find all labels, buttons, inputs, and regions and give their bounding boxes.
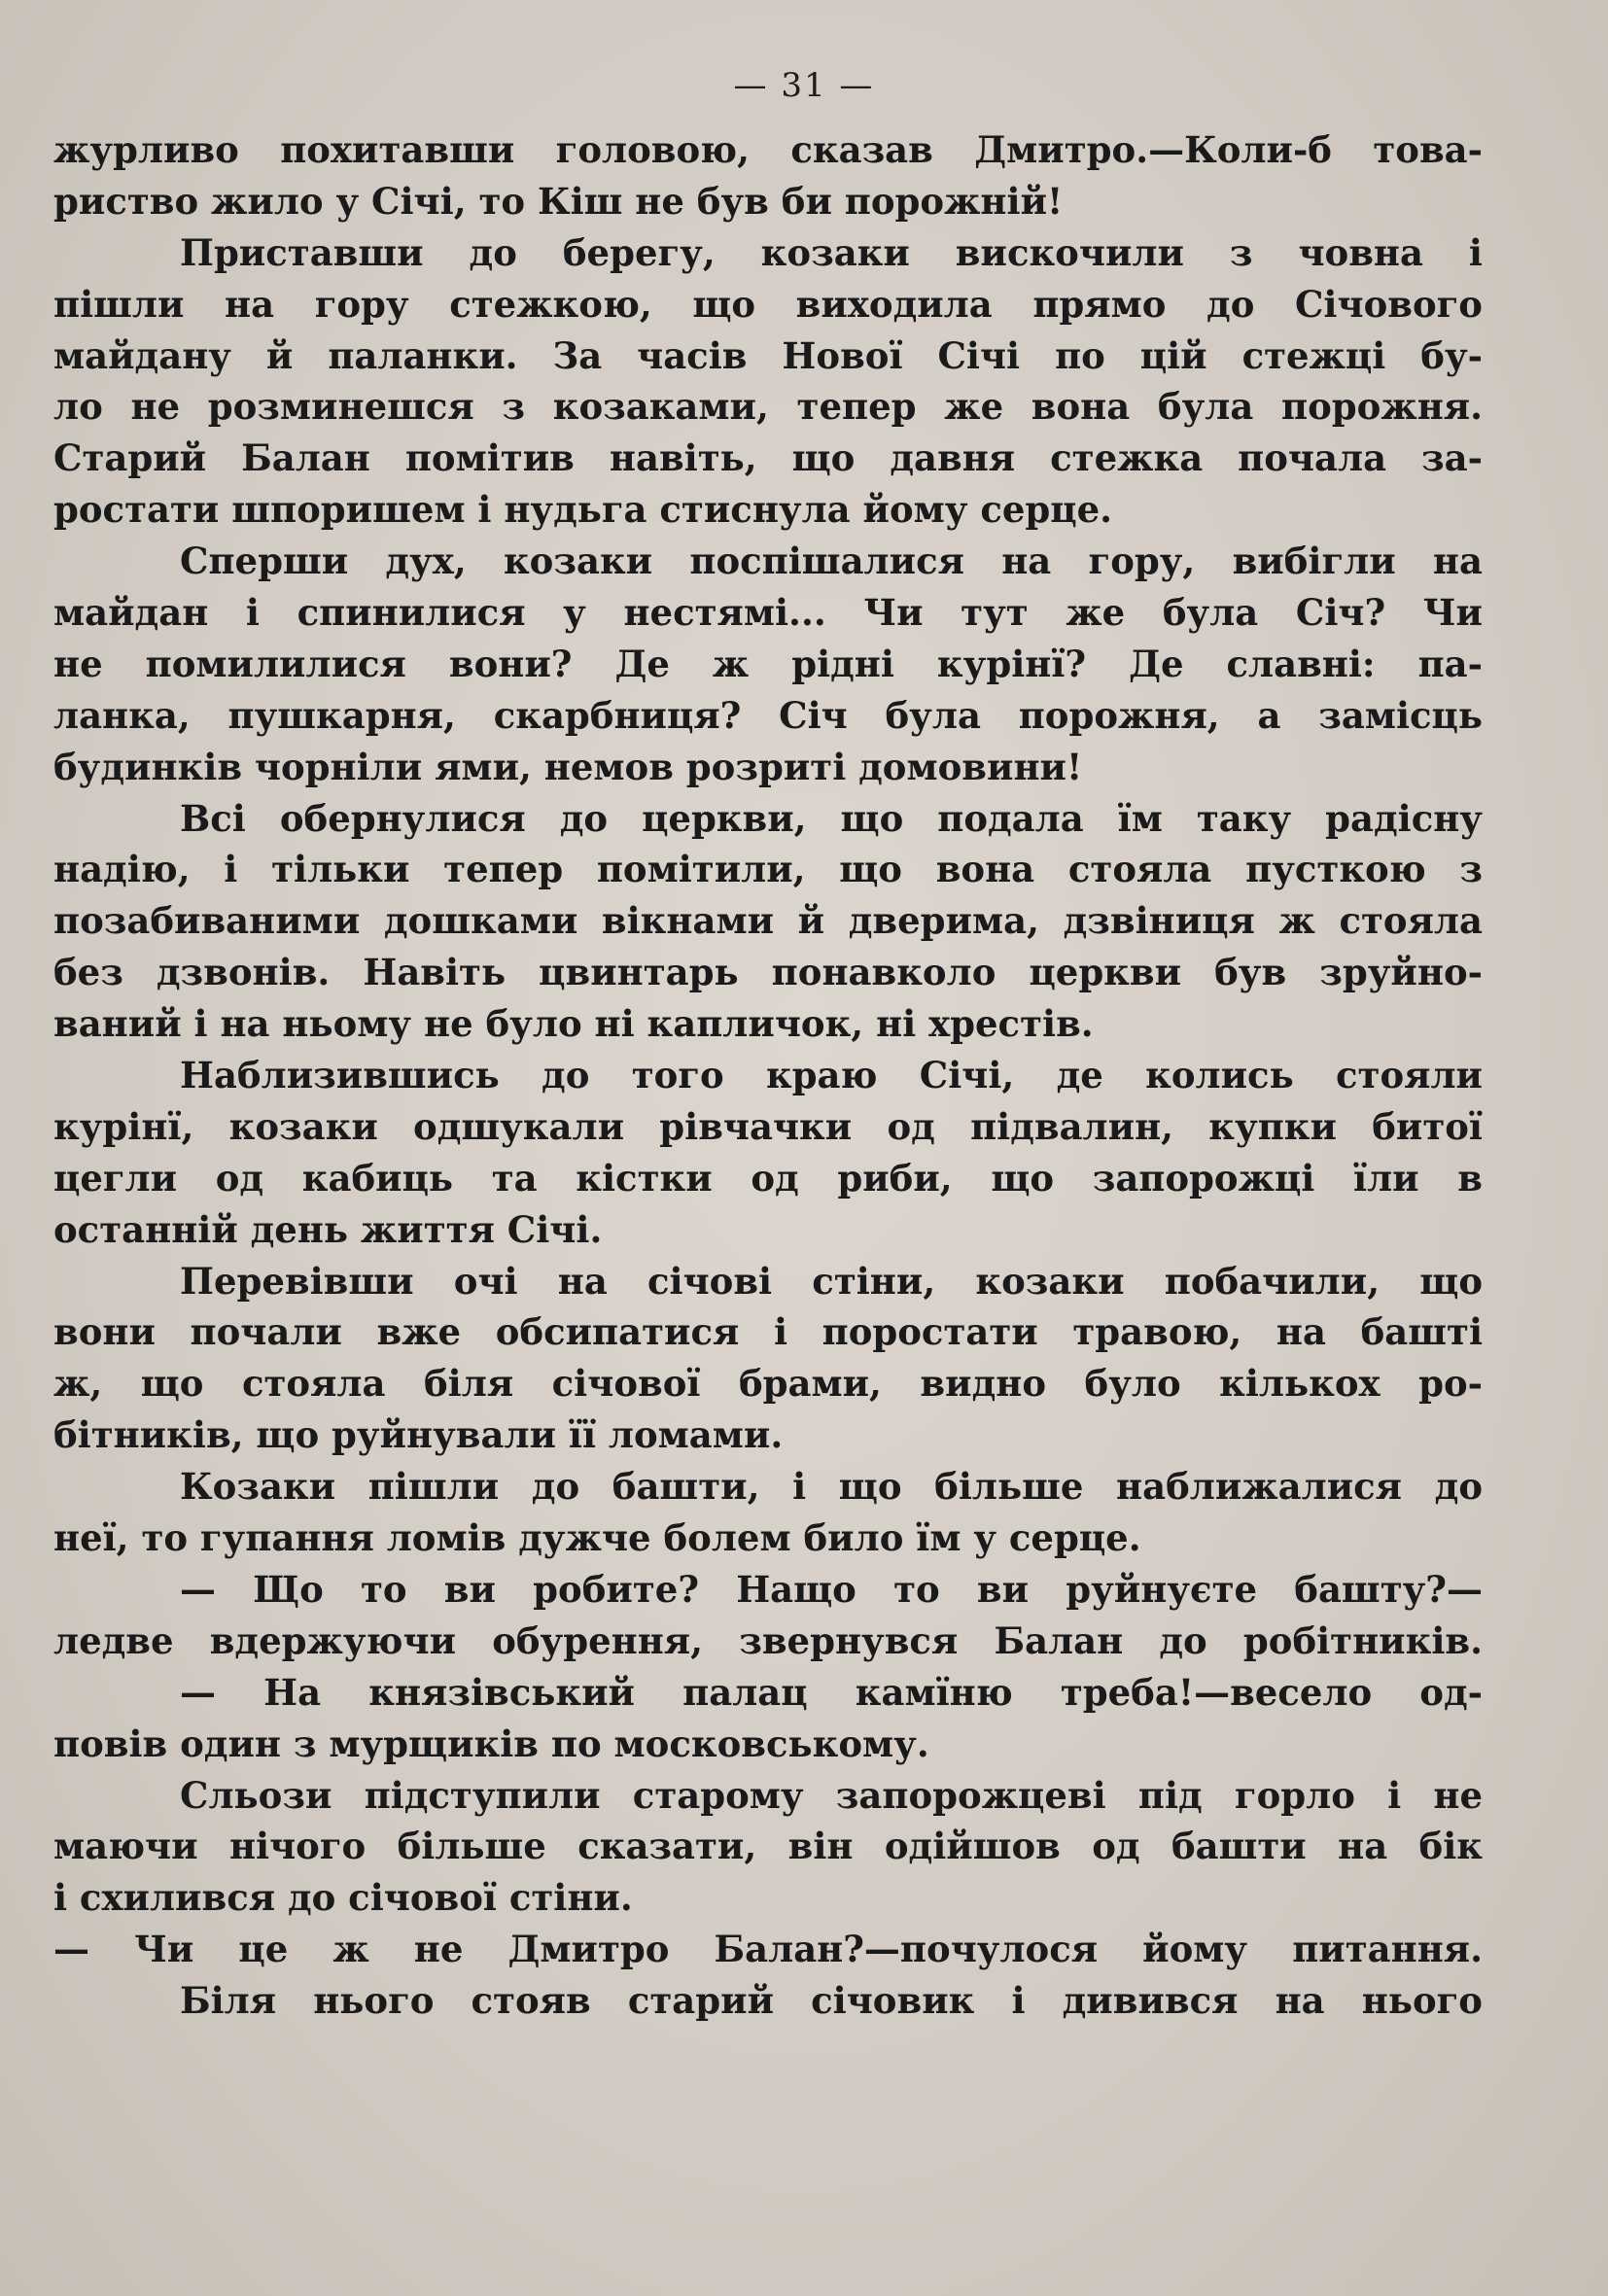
text-line: останній день життя Січі. xyxy=(53,1207,603,1251)
text-line: не помилилися вони? Де ж рідні курінї? Де славні: па- xyxy=(53,642,1483,685)
text-line: курінї, козаки одшукали рівчачки од підвалин, купки битої xyxy=(53,1104,1483,1148)
text-line: Сперши дух, козаки поспішалися на гору, вибігли на xyxy=(180,539,1483,583)
text-line: — На князівський палац камїню треба!—весело од- xyxy=(180,1670,1483,1714)
text-line: Сльози підступили старому запорожцеві під горло і не xyxy=(180,1773,1483,1817)
text-line: повів один з мурщиків по московському. xyxy=(53,1722,929,1765)
text-line: ж, що стояла біля січової брами, видно було кількох ро- xyxy=(53,1362,1483,1406)
text-line: надію, і тільки тепер помітили, що вона стояла пусткою з xyxy=(53,848,1483,891)
text-line: Всі обернулися до церкви, що подала їм таку радісну xyxy=(180,796,1483,840)
text-line: Приставши до берегу, козаки вискочили з човна і xyxy=(180,230,1483,274)
text-line: бітників, що руйнували її ломами. xyxy=(53,1413,784,1457)
text-line: — Що то ви робите? Нащо то ви руйнуєте башту?— xyxy=(180,1567,1483,1611)
body-text xyxy=(53,124,1483,2027)
text-line: пішли на гору стежкою, що виходила прямо до Січового xyxy=(53,282,1483,326)
text-line: ваний і на ньому не було ні капличок, ні хрестів. xyxy=(53,1002,1094,1046)
text-line: маючи нічого більше сказати, він одійшов од башти на бік xyxy=(53,1825,1483,1868)
text-line: ростати шпоришем і нудьга стиснула йому серце. xyxy=(53,488,1113,532)
text-line: ледве вдержуючи обурення, звернувся Балан до робітників. xyxy=(53,1618,1483,1662)
text-line: позабиваними дошками вікнами й дверима, дзвіниця ж стояла xyxy=(53,899,1483,943)
text-line: — Чи це ж не Дмитро Балан?—почулося йому питання. xyxy=(53,1928,1483,1971)
text-line: Біля нього стояв старий січовик і дивився на нього xyxy=(180,1979,1483,2023)
text-line: риство жило у Січі, то Кіш не був би порожній! xyxy=(53,179,1064,223)
text-line: без дзвонів. Навіть цвинтарь понавколо церкви був зруйно- xyxy=(53,951,1483,994)
text-line: неї, то гупання ломів дужче болем било їм у серце. xyxy=(53,1516,1141,1560)
text-line: і схилився до січової стіни. xyxy=(53,1876,633,1920)
text-line: майдан і спинилися у нестямі... Чи тут же була Січ? Чи xyxy=(53,591,1483,635)
text-line: Перевівши очі на січові стіни, козаки побачили, що xyxy=(180,1259,1483,1303)
text-line: вони почали вже обсипатися і поростати травою, на башті xyxy=(53,1310,1483,1354)
text-line: ло не розминешся з козаками, тепер же вона була порожня. xyxy=(53,385,1483,429)
text-line: цегли од кабиць та кістки од риби, що запорожці їли в xyxy=(53,1156,1483,1200)
text-line: майдану й паланки. За часів Нової Січі по цій стежці бу- xyxy=(53,333,1483,377)
text-line: Старий Балан помітив навіть, що давня стежка почала за- xyxy=(53,436,1483,480)
text-line: будинків чорніли ями, немов розриті домовини! xyxy=(53,745,1083,788)
page-number: — 31 — xyxy=(733,66,875,105)
text-line: ланка, пушкарня, скарбниця? Січ була порожня, а замісць xyxy=(53,693,1483,737)
text-line: Наблизившись до того краю Січі, де колись стояли xyxy=(180,1054,1483,1097)
text-line: Козаки пішли до башти, і що більше наближалися до xyxy=(180,1465,1483,1509)
text-line: журливо похитавши головою, сказав Дмитро.—Коли-б това- xyxy=(53,128,1483,171)
